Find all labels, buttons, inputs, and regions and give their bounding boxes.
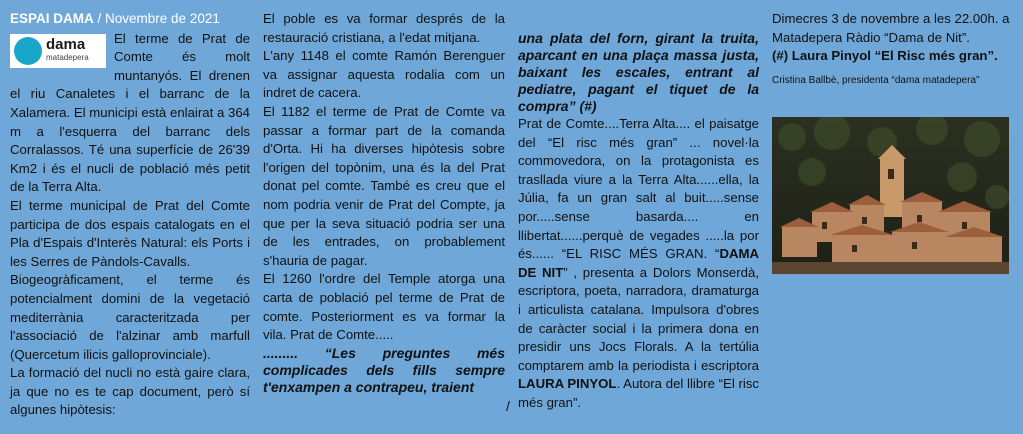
column-4 xyxy=(772,10,1014,90)
column-separator-slash: / xyxy=(506,398,510,414)
paragraph: La formació del nucli no està gaire clara, ja que no es te cap document, però sí algunes hipòtesis: xyxy=(10,365,250,418)
dama-matadepera-logo xyxy=(10,34,106,68)
paragraph-text: . Autora del llibre “El risc més gran”. xyxy=(518,376,759,410)
village-photo-image xyxy=(772,117,1009,274)
logo-circle-icon xyxy=(14,37,42,65)
paragraph: El terme municipal de Prat del Comte participa de dos espais catalogats en el Pla d'Espais d'Interès Natural: els Ports i les Serres de Pàndols-Cavalls. xyxy=(10,197,250,269)
header-date: / Novembre de 2021 xyxy=(93,11,220,26)
column-3 xyxy=(518,30,759,413)
section-header xyxy=(10,10,250,29)
logo-sub-text: matadepera xyxy=(46,52,89,62)
logo-text xyxy=(46,35,89,64)
paragraph: El poble es va formar després de la restauració cristiana, a l'edat mitjana. xyxy=(263,11,505,45)
guest-name: LAURA PINYOL xyxy=(518,376,617,392)
quote-start: ......... “Les preguntes més complicades dels fills sempre t'enxampen a contrapeu, traient xyxy=(263,344,505,395)
column-2 xyxy=(263,10,505,396)
paragraph: L'any 1148 el comte Ramón Berenguer va assignar aquesta rodalia com un indret de cacera. xyxy=(263,48,505,101)
paragraph: Biogeogràficament, el terme és potencialment domini de la vegetació mediterrània caracteritzada per l'associació de l'alzinar amb marfull (Quercetum ilicis galloprovinciale). xyxy=(10,272,250,362)
paragraph xyxy=(518,115,759,413)
paragraph: El 1260 l'ordre del Temple atorga una carta de població pel terme de Prat de comte. Posteriorment es va formar la vila. Prat de Comte..... xyxy=(263,271,505,343)
book-reference: (#) Laura Pinyol “El Risc més gran”. xyxy=(772,48,998,64)
paragraph-text: Prat de Comte....Terra Alta.... el paisatge del “El risc més gran” ... novel·la commovedora, on la protagonista es trasllada viure a la Terra Alta......ella, la Júlia, fa un gran salt al buit.....sense por.....sense basarda.... en llibertat......perquè de vegades .....la por és...... “EL RISC MÉS GRAN. “ xyxy=(518,116,759,262)
quote-end: una plata del forn, girant la truita, aparcant en una plaça massa justa, baixant les escales, entrant al pediatre, pagant el tiquet de la compra” (#) xyxy=(518,30,759,114)
signature: Cristina Ballbè, presidenta “dama matadepera” xyxy=(772,74,980,86)
logo-main-text: dama xyxy=(46,35,86,53)
paragraph: El terme de Prat de Comte és molt muntanyós. El drenen el riu Canaletes i el barranc de la Xalamera. El municipi està enlairat a 364 m a l'esquerra del barranc dels Corralassos. Té una superfície de 26'39 Km2 i és el nucli de població més petit de la Terra Alta. xyxy=(10,30,250,195)
paragraph-text: ” , presenta a Dolors Monserdà, escriptora, poeta, narradora, dramaturga i articulista catalana. Impulsora d'obres de caràcter social i la primera dona en presidir uns Jocs Florals. A la tertúlia comptarem amb la periodista i escriptora xyxy=(518,264,759,373)
paragraph: El 1182 el terme de Prat de Comte va passar a formar part de la comanda d'Orta. Hi ha diverses hipòtesis sobre l'origen del topònim, una és la del Prat donat pel comte. També es creu que el nom podria venir de Prat del Compte, ja que per la seva situació podria ser una de les entrades, on probablement s'hauria de pagar. xyxy=(263,103,505,268)
village-photo xyxy=(772,117,1009,274)
header-title: ESPAI DAMA xyxy=(10,11,94,26)
program-name: DAMA DE NIT xyxy=(518,246,759,280)
column-1 xyxy=(10,10,250,420)
event-announcement: Dimecres 3 de novembre a les 22.00h. a Matadepera Ràdio “Dama de Nit”. xyxy=(772,11,1010,45)
